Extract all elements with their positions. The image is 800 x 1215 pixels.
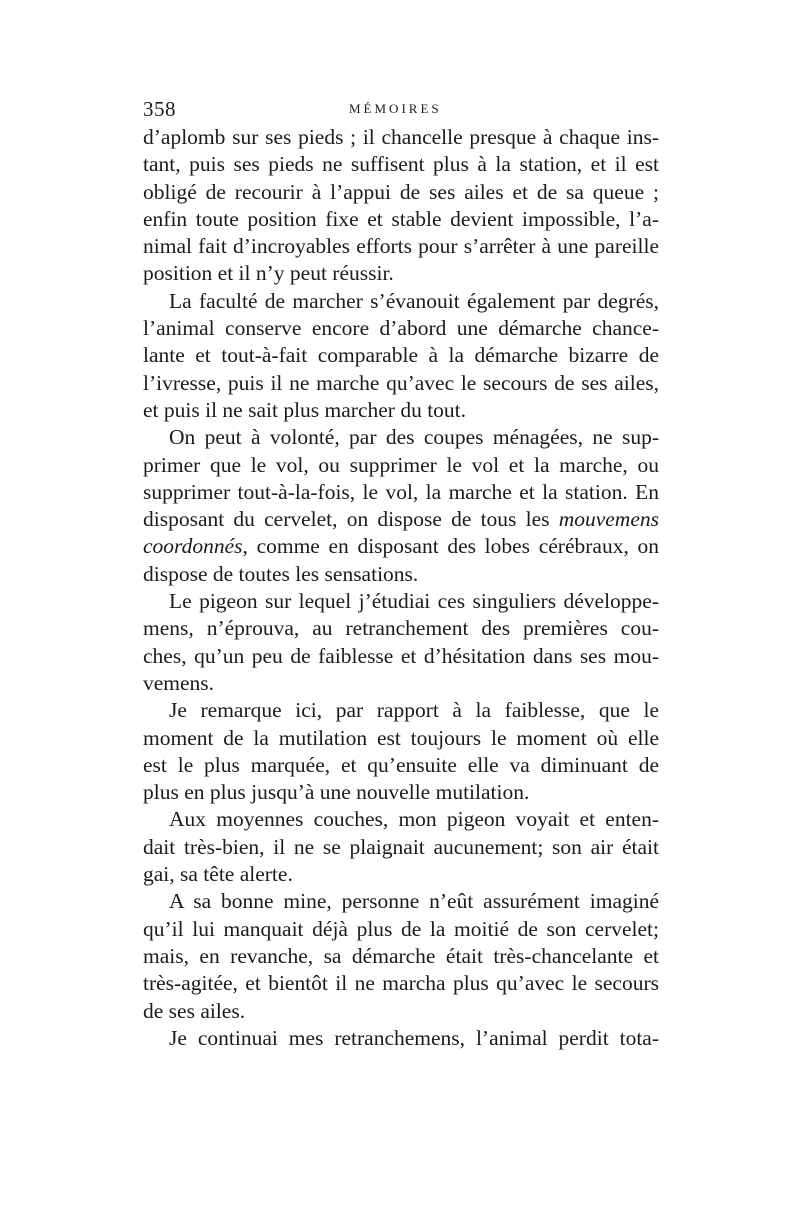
text-line: mais, en revanche, sa démarche était très-chancelante et xyxy=(143,943,659,968)
running-head: MÉMOIRES xyxy=(349,101,442,116)
text-line: position et il n’y peut réussir. xyxy=(143,261,394,286)
text-line: dispose de toutes les sensations. xyxy=(143,561,419,586)
paragraph xyxy=(143,1025,659,1052)
text-line: qu’il lui manquait déjà plus de la moitié de son cervelet; xyxy=(143,916,659,941)
text-line: plus en plus jusqu’à une nouvelle mutilation. xyxy=(143,780,530,805)
text-run: disposant du cervelet, on dispose de tous les xyxy=(143,507,559,532)
text-line: obligé de recourir à l’appui de ses ailes et de sa queue ; xyxy=(143,179,659,204)
text-line: La faculté de marcher s’évanouit également par degrés, xyxy=(169,288,659,313)
paragraph xyxy=(143,124,659,288)
paragraph xyxy=(143,697,659,806)
body-text xyxy=(143,124,659,1052)
text-line: lante et tout-à-fait comparable à la démarche bizarre de xyxy=(143,343,659,368)
paragraph xyxy=(143,288,659,424)
text-line: d’aplomb sur ses pieds ; il chancelle presque à chaque ins- xyxy=(143,125,659,149)
text-line: supprimer tout-à-la-fois, le vol, la marche et la station. En xyxy=(143,479,659,504)
text-line: enfin toute position fixe et stable devient impossible, l’a- xyxy=(143,206,659,231)
text-line: et puis il ne sait plus marcher du tout. xyxy=(143,397,467,422)
paragraph xyxy=(143,424,659,588)
text-line: ches, qu’un peu de faiblesse et d’hésitation dans ses mou- xyxy=(143,643,659,668)
text-line: est le plus marquée, et qu’ensuite elle va diminuant de xyxy=(143,752,659,777)
text-line: Aux moyennes couches, mon pigeon voyait et enten- xyxy=(169,807,659,832)
text-line: tant, puis ses pieds ne suffisent plus à la station, et il est xyxy=(143,152,659,177)
text-line: dait très-bien, il ne se plaignait aucunement; son air était xyxy=(143,834,659,859)
paragraph xyxy=(143,588,659,697)
paragraph xyxy=(143,888,659,1024)
text-line: A sa bonne mine, personne n’eût assurément imaginé xyxy=(169,889,659,914)
text-line: nimal fait d’incroyables efforts pour s’arrêter à une pareille xyxy=(143,234,659,259)
text-line: l’ivresse, puis il ne marche qu’avec le secours de ses ailes, xyxy=(143,370,659,395)
text-run: , comme en disposant des lobes cérébraux, on xyxy=(242,534,659,559)
text-line: Je continuai mes retranchemens, l’animal perdit tota- xyxy=(169,1025,659,1050)
page-header xyxy=(143,96,663,122)
text-line: mens, n’éprouva, au retranchement des premières cou- xyxy=(143,616,659,641)
text-line: de ses ailes. xyxy=(143,998,246,1023)
page-number: 358 xyxy=(143,97,176,121)
text-line: gai, sa tête alerte. xyxy=(143,862,293,887)
text-line: moment de la mutilation est toujours le moment où elle xyxy=(143,725,659,750)
text-line: Le pigeon sur lequel j’étudiai ces singuliers développe- xyxy=(169,589,659,614)
italic-text: mouvemens xyxy=(558,507,659,532)
text-line: l’animal conserve encore d’abord une démarche chance- xyxy=(143,316,659,341)
text-line: Je remarque ici, par rapport à la faiblesse, que le xyxy=(169,698,659,723)
text-line: On peut à volonté, par des coupes ménagées, ne sup- xyxy=(169,425,659,450)
italic-text: coordonnés xyxy=(143,534,243,559)
text-line: très-agitée, et bientôt il ne marcha plus qu’avec le secours xyxy=(143,971,659,996)
text-line xyxy=(143,533,659,560)
paragraph xyxy=(143,806,659,888)
text-line: vemens. xyxy=(143,670,215,695)
text-line xyxy=(143,506,659,533)
text-line: primer que le vol, ou supprimer le vol et la marche, ou xyxy=(143,452,659,477)
